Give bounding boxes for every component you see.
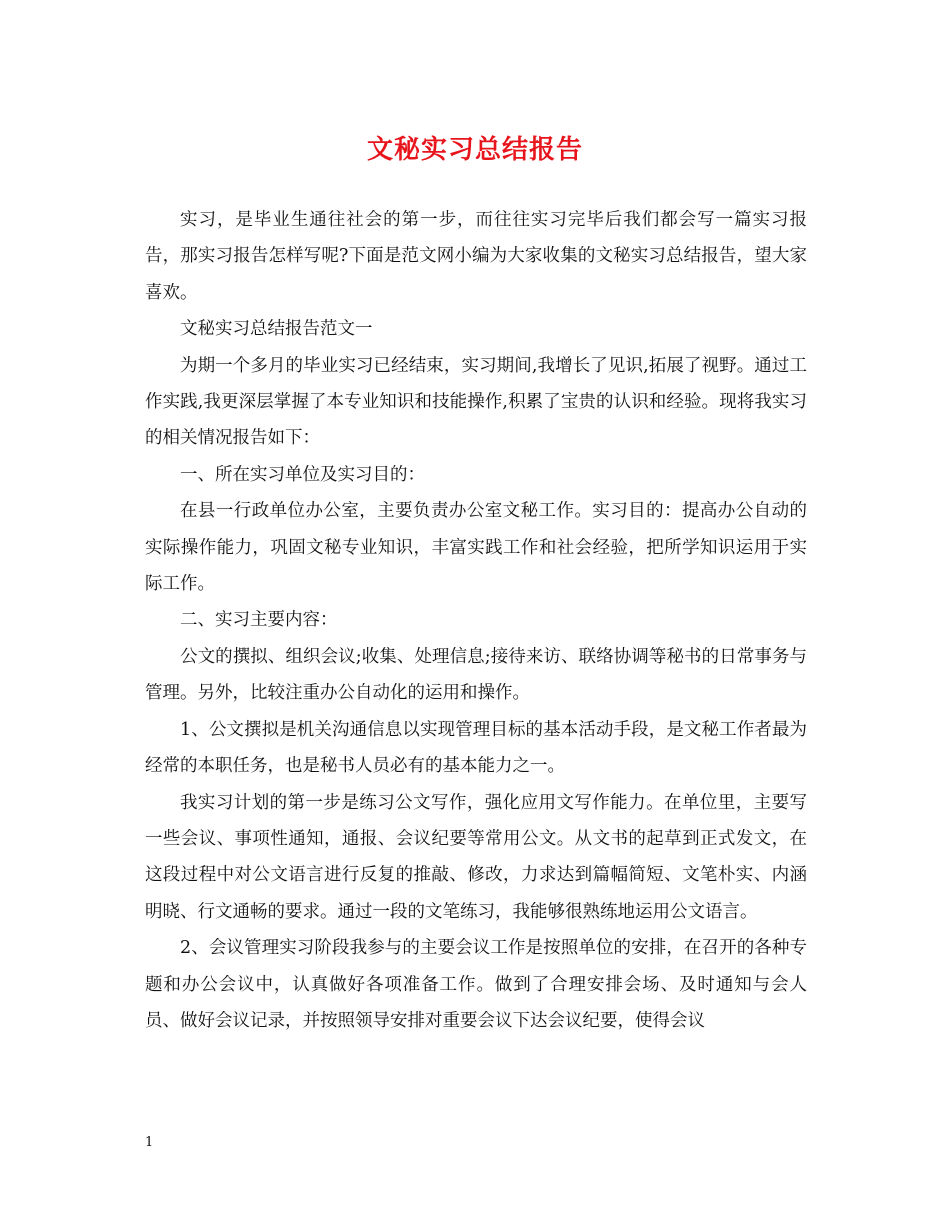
paragraph-writing-practice: 我实习计划的第一步是练习公文写作，强化应用文写作能力。在单位里，主要写一些会议、事项性通知，通报、会议纪要等常用公文。从文书的起草到正式发文，在这段过程中对公文语言进行反复的推敲、修改，力求达到篇幅简短、文笔朴实、内涵明晓、行文通畅的要求。通过一段的文笔练习，我能够很熟练地运用公文语言。 [145, 792, 807, 922]
document-body [145, 202, 807, 1039]
paragraph-subtitle: 文秘实习总结报告范文一 [180, 319, 373, 340]
page-number: 1 [145, 1135, 154, 1150]
paragraph-content: 公文的撰拟、组织会议;收集、处理信息;接待来访、联络协调等秘书的日常事务与管理。另外，比较注重办公自动化的运用和操作。 [145, 646, 807, 704]
section-heading-content: 二、实习主要内容： [180, 610, 338, 631]
paragraph-overview: 为期一个多月的毕业实习已经结束，实习期间,我增长了见识,拓展了视野。通过工作实践,我更深层掌握了本专业知识和技能操作,积累了宝贵的认识和经验。现将我实习的相关情况报告如下： [145, 355, 807, 449]
paragraph-meeting-management: 2、会议管理实习阶段我参与的主要会议工作是按照单位的安排，在召开的各种专题和办公会议中，认真做好各项准备工作。做到了合理安排会场、及时通知与会人员、做好会议记录，并按照领导安排对重要会议下达会议纪要，使得会议 [145, 938, 807, 1031]
paragraph-intro: 实习，是毕业生通往社会的第一步，而往往实习完毕后我们都会写一篇实习报告，那实习报告怎样写呢?下面是范文网小编为大家收集的文秘实习总结报告，望大家喜欢。 [145, 210, 807, 303]
paragraph-unit: 在县一行政单位办公室，主要负责办公室文秘工作。实习目的：提高办公自动的实际操作能力，巩固文秘专业知识，丰富实践工作和社会经验，把所学知识运用于实际工作。 [145, 501, 807, 595]
document-title: 文秘实习总结报告 [366, 135, 583, 165]
paragraph-document-drafting: 1、公文撰拟是机关沟通信息以实现管理目标的基本活动手段，是文秘工作者最为经常的本职任务，也是秘书人员必有的基本能力之一。 [145, 719, 807, 777]
section-heading-unit: 一、所在实习单位及实习目的： [180, 464, 425, 485]
